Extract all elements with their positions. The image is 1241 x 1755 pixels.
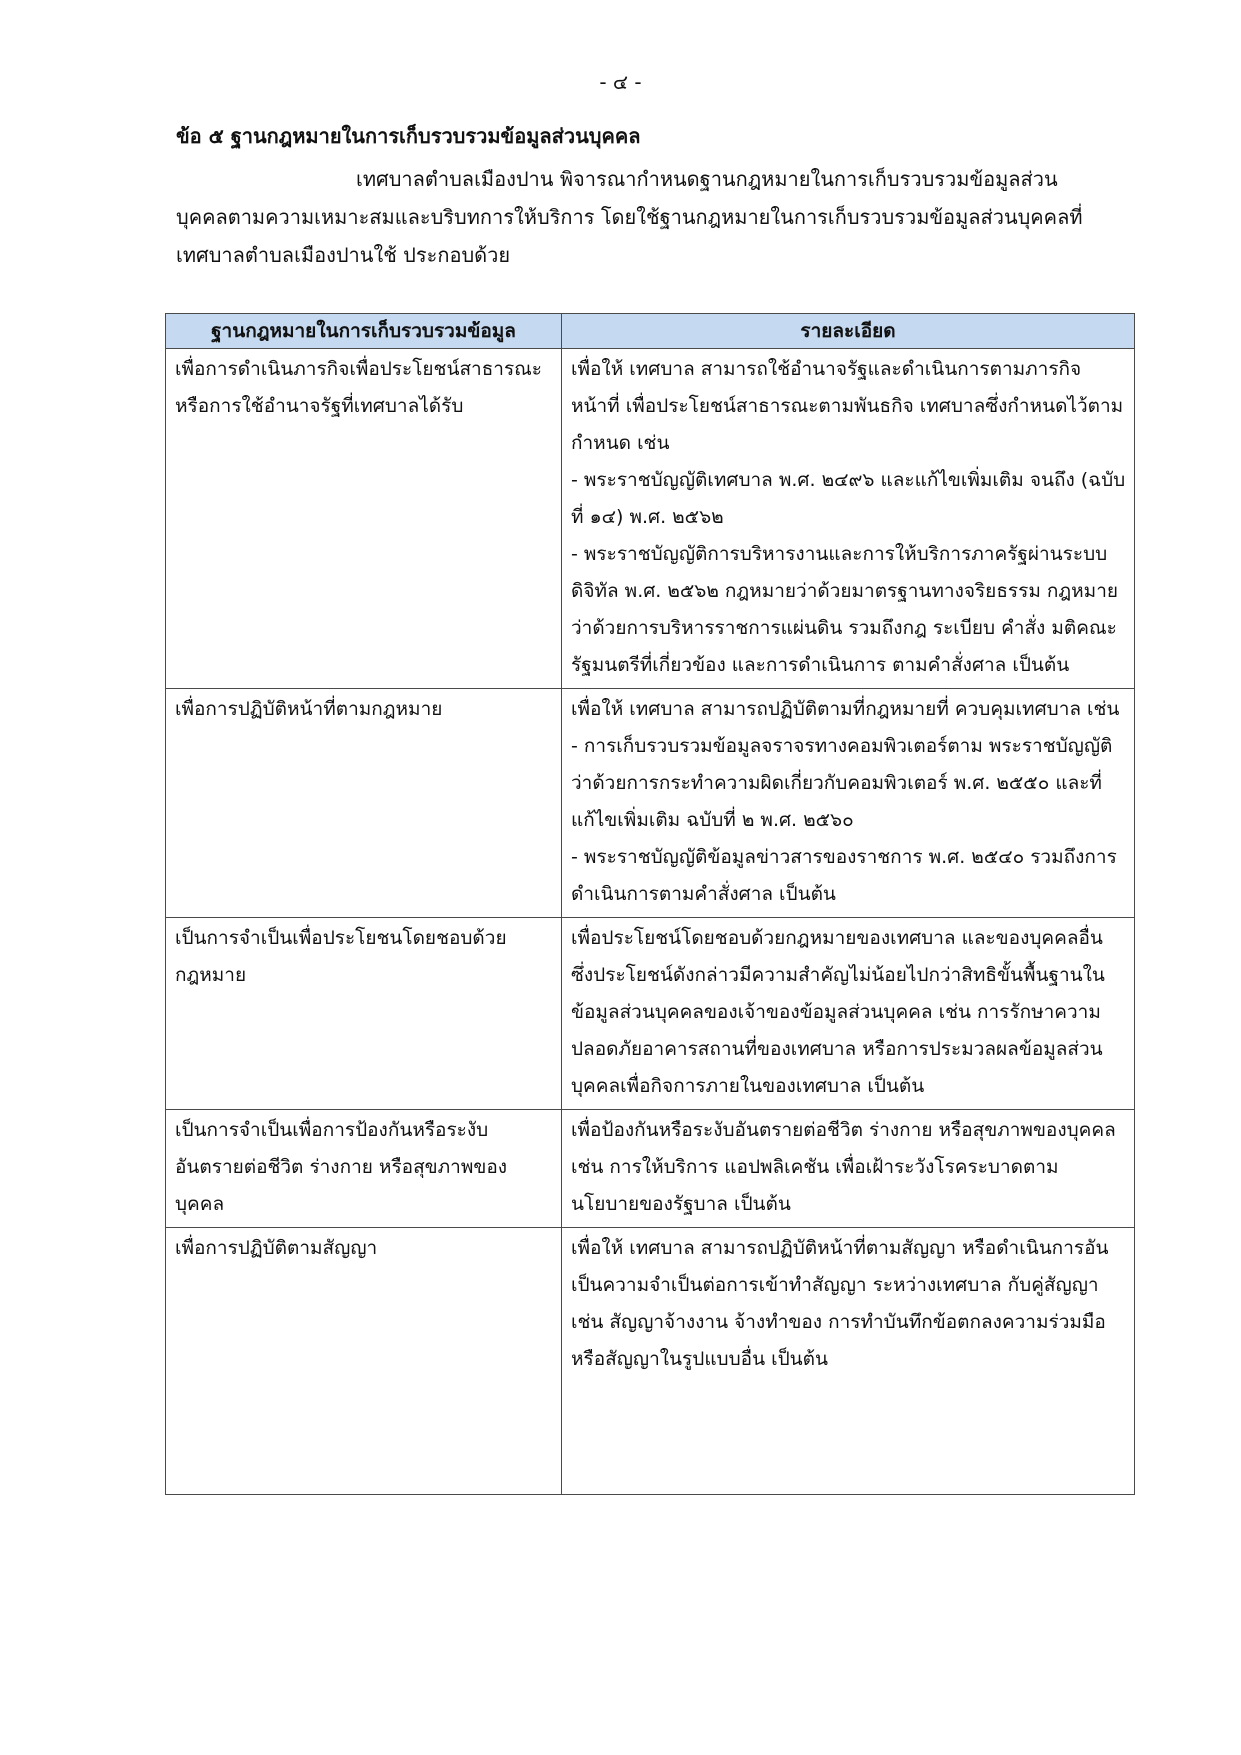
header-details: รายละเอียด: [562, 314, 1135, 349]
intro-paragraph: [176, 160, 1126, 274]
detail-paragraph: - พระราชบัญญัติข้อมูลข่าวสารของราชการ พ.ศ. ๒๕๔๐ รวมถึงการดำเนินการตามคำสั่งศาล เป็นต้น: [571, 846, 1117, 905]
table-row: [166, 1228, 1135, 1495]
legal-basis-cell: เป็นการจำเป็นเพื่อประโยชนโดยชอบด้วยกฎหมาย: [166, 918, 562, 1110]
table-row: [166, 1110, 1135, 1228]
detail-paragraph: เพื่อให้ เทศบาล สามารถปฏิบัติตามที่กฎหมายที่ ควบคุมเทศบาล เช่น: [571, 698, 1120, 720]
table-header-row: [166, 314, 1135, 349]
details-cell: [562, 1228, 1135, 1495]
legal-basis-cell: เป็นการจำเป็นเพื่อการป้องกันหรือระงับอันตรายต่อชีวิต ร่างกาย หรือสุขภาพของบุคคล: [166, 1110, 562, 1228]
detail-paragraph: เพื่อประโยชน์โดยชอบด้วยกฎหมายของเทศบาล และของบุคคลอื่น ซึ่งประโยชน์ดังกล่าวมีความสำคัญไม่น้อยไปกว่าสิทธิขั้นพื้นฐานในข้อมูลส่วนบุคคลของเจ้าของข้อมูลส่วนบุคคล เช่น การรักษาความปลอดภัยอาคารสถานที่ของเทศบาล หรือการประมวลผลข้อมูลส่วนบุคคลเพื่อกิจการภายในของเทศบาล เป็นต้น: [571, 927, 1105, 1097]
details-cell: [562, 689, 1135, 918]
page-number: - ๔ -: [599, 70, 642, 94]
details-cell: [562, 1110, 1135, 1228]
detail-paragraph: เพื่อป้องกันหรือระงับอันตรายต่อชีวิต ร่างกาย หรือสุขภาพของบุคคล เช่น การให้บริการ แอปพลิเคชัน เพื่อเฝ้าระวังโรคระบาดตามนโยบายของรัฐบาล เป็นต้น: [571, 1119, 1116, 1215]
detail-paragraph: - พระราชบัญญัติเทศบาล พ.ศ. ๒๔๙๖ และแก้ไขเพิ่มเติม จนถึง (ฉบับที่ ๑๔) พ.ศ. ๒๕๖๒: [571, 469, 1126, 528]
details-cell: [562, 349, 1135, 689]
legal-basis-cell: เพื่อการปฏิบัติตามสัญญา: [166, 1228, 562, 1495]
detail-paragraph: - การเก็บรวบรวมข้อมูลจราจรทางคอมพิวเตอร์ตาม พระราชบัญญัติว่าด้วยการกระทำความผิดเกี่ยวกับคอมพิวเตอร์ พ.ศ. ๒๕๕๐ และที่แก้ไขเพิ่มเติม ฉบับที่ ๒ พ.ศ. ๒๕๖๐: [571, 735, 1113, 831]
details-cell: [562, 918, 1135, 1110]
detail-paragraph: - พระราชบัญญัติการบริหารงานและการให้บริการภาครัฐผ่านระบบดิจิทัล พ.ศ. ๒๕๖๒ กฎหมายว่าด้วยมาตรฐานทางจริยธรรม กฎหมายว่าด้วยการบริหารราชการแผ่นดิน รวมถึงกฎ ระเบียบ คำสั่ง มติคณะรัฐมนตรีที่เกี่ยวข้อง และการดำเนินการ ตามคำสั่งศาล เป็นต้น: [571, 543, 1119, 676]
legal-basis-table: [165, 313, 1135, 1495]
header-legal-basis: ฐานกฎหมายในการเก็บรวบรวมข้อมูล: [166, 314, 562, 349]
legal-basis-cell: เพื่อการดำเนินภารกิจเพื่อประโยชน์สาธารณะหรือการใช้อำนาจรัฐที่เทศบาลได้รับ: [166, 349, 562, 689]
detail-paragraph: เพื่อให้ เทศบาล สามารถใช้อำนาจรัฐและดำเนินการตามภารกิจหน้าที่ เพื่อประโยชน์สาธารณะตามพันธกิจ เทศบาลซึ่งกำหนดไว้ตามกำหนด เช่น: [571, 358, 1124, 454]
legal-basis-cell: เพื่อการปฏิบัติหน้าที่ตามกฎหมาย: [166, 689, 562, 918]
intro-line-2: บุคคลตามความเหมาะสมและบริบทการให้บริการ โดยใช้ฐานกฎหมายในการเก็บรวบรวมข้อมูลส่วนบุคคลที่: [176, 205, 1083, 229]
table-row: [166, 689, 1135, 918]
table-row: [166, 349, 1135, 689]
detail-paragraph: เพื่อให้ เทศบาล สามารถปฏิบัติหน้าที่ตามสัญญา หรือดำเนินการอันเป็นความจำเป็นต่อการเข้าทำสัญญา ระหว่างเทศบาล กับคู่สัญญา เช่น สัญญาจ้างงาน จ้างทำของ การทำบันทึกข้อตกลงความร่วมมือหรือสัญญาในรูปแบบอื่น เป็นต้น: [571, 1237, 1109, 1370]
table-row: [166, 918, 1135, 1110]
intro-line-1: เทศบาลตำบลเมืองปาน พิจารณากำหนดฐานกฎหมายในการเก็บรวบรวมข้อมูลส่วน: [356, 167, 1058, 191]
section-heading: ข้อ ๕ ฐานกฎหมายในการเก็บรวบรวมข้อมูลส่วนบุคคล: [176, 124, 641, 148]
intro-line-3: เทศบาลตำบลเมืองปานใช้ ประกอบด้วย: [176, 243, 511, 267]
